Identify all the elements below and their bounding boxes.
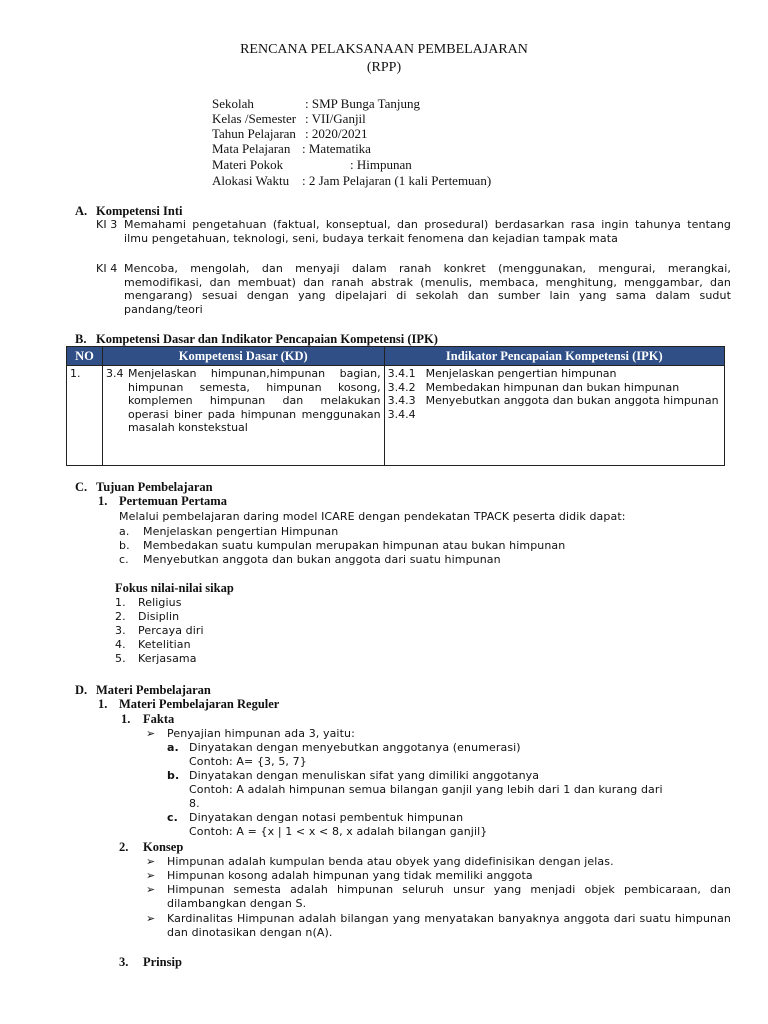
tujuan-intro: Melalui pembelajaran daring model ICARE dengan pendekatan TPACK peserta didik dapat: — [119, 510, 626, 523]
info-label-alokasi: Alokasi Waktu — [212, 173, 290, 188]
ipk-text: Menjelaskan pengertian himpunan — [425, 367, 617, 380]
info-value-sekolah: : SMP Bunga Tanjung — [305, 96, 421, 111]
section-d-letter: D. — [75, 683, 88, 697]
konsep-number: 2. — [119, 840, 129, 854]
table-row — [67, 366, 725, 466]
fokus-item: Disiplin — [138, 610, 180, 623]
fokus-marker: 3. — [115, 624, 126, 637]
section-b-letter: B. — [75, 332, 87, 346]
fakta-item-text: Dinyatakan dengan notasi pembentuk himpunan — [189, 811, 464, 824]
ipk-code: 3.4.4 — [387, 407, 416, 421]
fokus-item: Ketelitian — [138, 638, 191, 651]
section-c-letter: C. — [75, 480, 88, 494]
fakta-item-marker: a. — [167, 741, 179, 754]
info-label-kelas: Kelas /Semester — [212, 111, 297, 126]
kd-text: Menjelaskan himpunan,himpunan bagian, himpunan semesta, himpunan kosong, komplemen himpunan dan melakukan operasi biner pada himpunan menggunakan masalah konstekstual — [127, 367, 381, 434]
arrow-bullet-icon: ➢ — [146, 728, 156, 740]
goal-marker: a. — [119, 525, 130, 538]
ipk-text — [426, 408, 721, 422]
col-header-no: NO — [67, 347, 103, 366]
konsep-item: Himpunan semesta adalah himpunan seluruh unsur yang menjadi objek pembicaraan, dan dilambangkan dengan S. — [167, 883, 731, 910]
fakta-item-example: 8. — [189, 797, 200, 810]
arrow-bullet-icon: ➢ — [146, 856, 156, 868]
arrow-bullet-icon: ➢ — [146, 870, 156, 882]
fokus-item: Percaya diri — [138, 624, 204, 637]
section-a-title: Kompetensi Inti — [96, 204, 183, 218]
info-value-kelas: : VII/Ganjil — [305, 111, 366, 126]
fakta-item-example: Contoh: A adalah himpunan semua bilangan ganjil yang lebih dari 1 dan kurang dari — [189, 783, 663, 796]
col-header-kd: Kompetensi Dasar (KD) — [102, 347, 384, 366]
ki4-text-content: Mencoba, mengolah, dan menyaji dalam ranah konkret (menggunakan, mengurai, merangkai, memodifikasi, dan membuat) dan ranah abstrak (menulis, membaca, menghitung, menggambar, dan mengarang) sesuai dengan yang dipelajari di sekolah dan sumber lain yang sama dalam sudut pandang/teori — [124, 262, 731, 316]
konsep-item: Kardinalitas Himpunan adalah bilangan yang menyatakan banyaknya anggota dari suatu himpunan dan dinotasikan dengan n(A). — [167, 912, 731, 939]
section-a-letter: A. — [75, 204, 88, 218]
section-b-title: Kompetensi Dasar dan Indikator Pencapaian Kompetensi (IPK) — [96, 332, 438, 346]
fakta-item-marker: b. — [167, 769, 180, 782]
ipk-code: 3.4.3 — [387, 394, 416, 407]
col-header-ipk: Indikator Pencapaian Kompetensi (IPK) — [384, 347, 724, 366]
document-subtitle: (RPP) — [366, 60, 402, 75]
fakta-title: Fakta — [143, 712, 175, 726]
ipk-code: 3.4.2 — [387, 380, 416, 394]
fokus-marker: 5. — [115, 652, 126, 665]
goal-text: Menjelaskan pengertian Himpunan — [143, 525, 339, 538]
info-label-sekolah: Sekolah — [212, 96, 254, 111]
ki3-text — [124, 218, 731, 245]
ipk-item — [388, 394, 721, 408]
ipk-code: 3.4.1 — [387, 367, 416, 380]
materi-title: Materi Pembelajaran Reguler — [119, 697, 280, 711]
goal-text: Menyebutkan anggota dan bukan anggota dari suatu himpunan — [143, 553, 501, 566]
ipk-text: Membedakan himpunan dan bukan himpunan — [425, 380, 680, 394]
ki4-label: KI 4 — [96, 262, 118, 275]
prinsip-number: 3. — [119, 955, 129, 969]
goal-text: Membedakan suatu kumpulan merupakan himpunan atau bukan himpunan — [143, 539, 566, 552]
info-label-mapel: Mata Pelajaran — [212, 141, 291, 156]
goal-marker: b. — [119, 539, 130, 552]
kd-code: 3.4 — [105, 367, 124, 380]
ki3-text-content: Memahami pengetahuan (faktual, konseptual, dan prosedural) berdasarkan rasa ingin tahunya tentang ilmu pengetahuan, teknologi, seni, budaya terkait fenomena dan kejadian tampak mata — [124, 218, 731, 245]
fakta-number: 1. — [121, 712, 131, 726]
info-value-tahun: : 2020/2021 — [305, 126, 368, 141]
fokus-item: Religius — [138, 596, 182, 609]
section-c-title: Tujuan Pembelajaran — [96, 480, 213, 494]
info-value-alokasi: : 2 Jam Pelajaran (1 kali Pertemuan) — [302, 173, 492, 188]
info-label-tahun: Tahun Pelajaran — [212, 126, 296, 141]
fokus-title: Fokus nilai-nilai sikap — [115, 581, 234, 595]
konsep-item: Himpunan kosong adalah himpunan yang tidak memiliki anggota — [167, 869, 533, 882]
fakta-item-text: Dinyatakan dengan menuliskan sifat yang dimiliki anggotanya — [189, 769, 540, 782]
pertemuan-number: 1. — [98, 494, 108, 508]
fakta-item-example: Contoh: A = {x | 1 < x < 8, x adalah bilangan ganjil} — [189, 825, 488, 838]
ipk-item — [388, 381, 721, 395]
fokus-marker: 2. — [115, 610, 126, 623]
kd-cell — [102, 366, 384, 466]
arrow-bullet-icon: ➢ — [146, 913, 156, 925]
konsep-title: Konsep — [143, 840, 184, 854]
materi-number: 1. — [98, 697, 108, 711]
fakta-bullet-text: Penyajian himpunan ada 3, yaitu: — [167, 727, 355, 740]
goal-marker: c. — [119, 553, 129, 566]
pertemuan-title: Pertemuan Pertama — [119, 494, 227, 508]
fokus-marker: 4. — [115, 638, 126, 651]
arrow-bullet-icon: ➢ — [146, 884, 156, 896]
kd-ipk-table — [66, 346, 725, 466]
ipk-item — [388, 408, 721, 422]
fakta-item-example: Contoh: A= {3, 5, 7} — [189, 755, 307, 768]
row-number: 1. — [67, 366, 103, 466]
fokus-item: Kerjasama — [138, 652, 197, 665]
fokus-marker: 1. — [115, 596, 126, 609]
table-header-row — [67, 347, 725, 366]
info-value-materi: : Himpunan — [350, 157, 412, 172]
document-title: RENCANA PELAKSANAAN PEMBELAJARAN — [240, 42, 528, 57]
section-d-title: Materi Pembelajaran — [96, 683, 211, 697]
konsep-item: Himpunan adalah kumpulan benda atau obyek yang didefinisikan dengan jelas. — [167, 855, 614, 868]
fakta-item-text: Dinyatakan dengan menyebutkan anggotanya (enumerasi) — [189, 741, 521, 754]
ki3-label: KI 3 — [96, 218, 118, 231]
info-value-mapel: : Matematika — [302, 141, 371, 156]
prinsip-title: Prinsip — [143, 955, 182, 969]
info-label-materi: Materi Pokok — [212, 157, 284, 172]
fakta-item-marker: c. — [167, 811, 178, 824]
ipk-text: Menyebutkan anggota dan bukan anggota himpunan — [425, 394, 719, 407]
ipk-item — [388, 367, 721, 381]
ipk-cell — [384, 366, 724, 466]
ki4-text — [124, 262, 731, 316]
